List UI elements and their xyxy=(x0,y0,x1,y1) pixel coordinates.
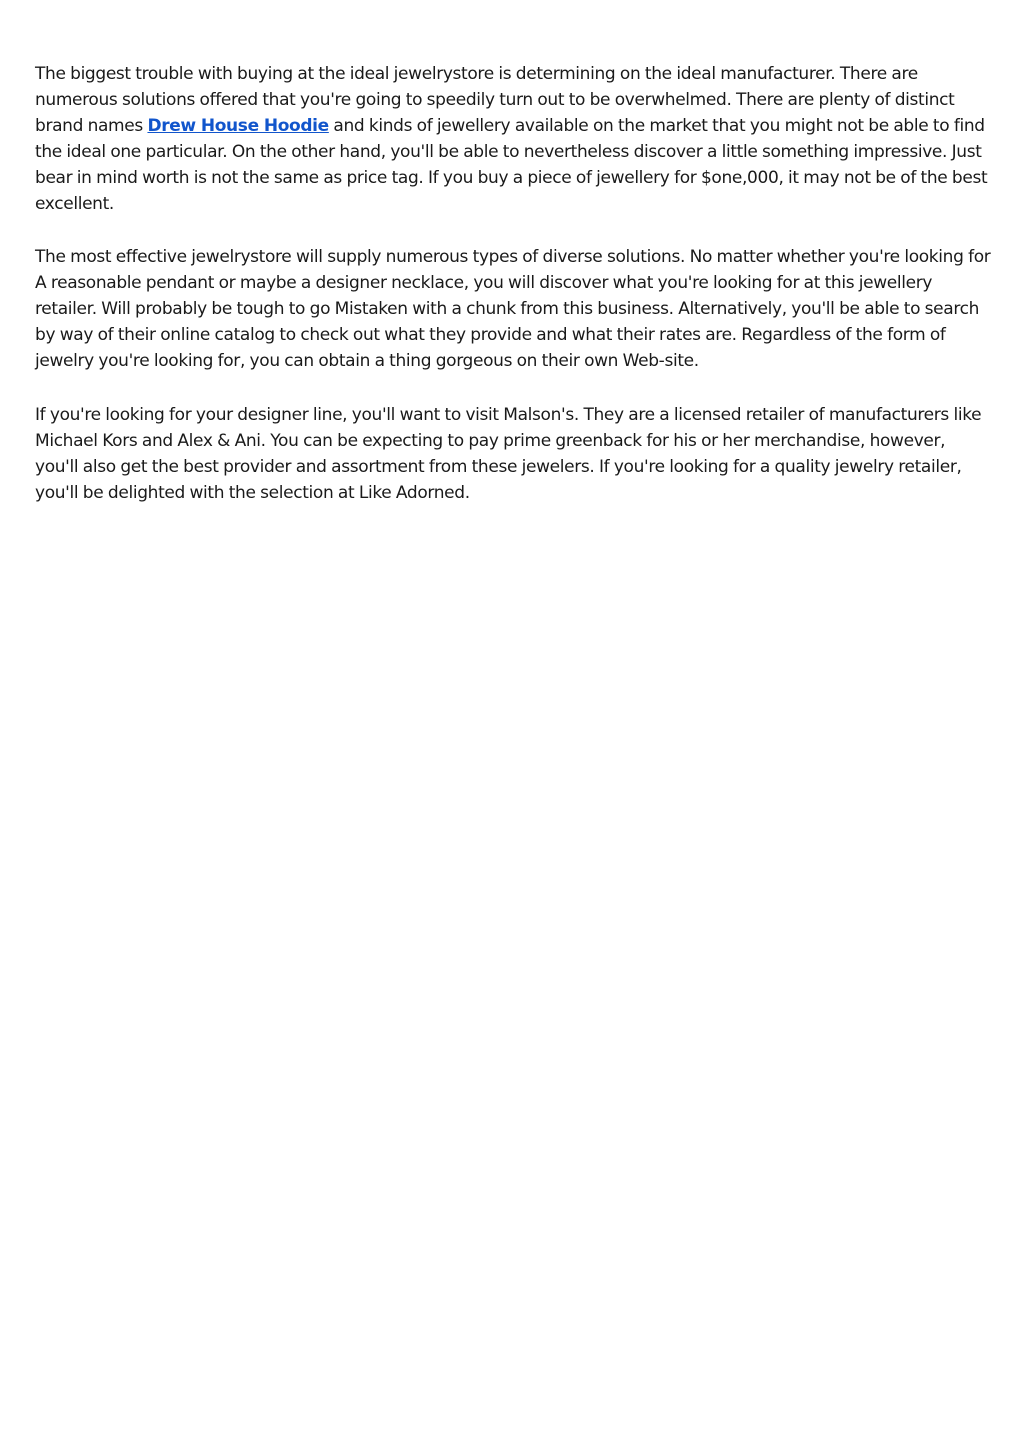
paragraph-1-text-before-link: The biggest trouble with buying at the ideal jewelrystore is determining on the ideal manufacturer. There are numerous solutions offered that you're going to speedily turn out to be overwhelmed. There are plenty of distinct brand names xyxy=(35,64,955,136)
paragraph-3: If you're looking for your designer line, you'll want to visit Malson's. They are a licensed retailer of manufacturers like Michael Kors and Alex & Ani. You can be expecting to pay prime greenback for his or her merchandise, however, you'll also get the best provider and assortment from these jewelers. If you're looking for a quality jewelry retailer, you'll be delighted with the selection at Like Adorned. xyxy=(35,404,982,503)
paragraph-1 xyxy=(35,62,993,217)
paragraph-2: The most effective jewelrystore will supply numerous types of diverse solutions. No matter whether you're looking for A reasonable pendant or maybe a designer necklace, you will discover what you're looking for at this jewellery retailer. Will probably be tough to go Mistaken with a chunk from this business. Alternatively, you'll be able to search by way of their online catalog to check out what they provide and what their rates are. Regardless of the form of jewelry you're looking for, you can obtain a thing gorgeous on their own Web-site. xyxy=(35,247,991,372)
drew-house-hoodie-link[interactable]: Drew House Hoodie xyxy=(147,115,329,136)
paragraph-1-text-after-link: and kinds of jewellery available on the market that you might not be able to find the ideal one particular. On the other hand, you'll be able to nevertheless discover a little something impressive. Just bear in mind worth is not the same as price tag. If you buy a piece of jewellery for $one,000, it may not be of the best excellent. xyxy=(35,115,988,214)
document-body xyxy=(35,62,993,535)
